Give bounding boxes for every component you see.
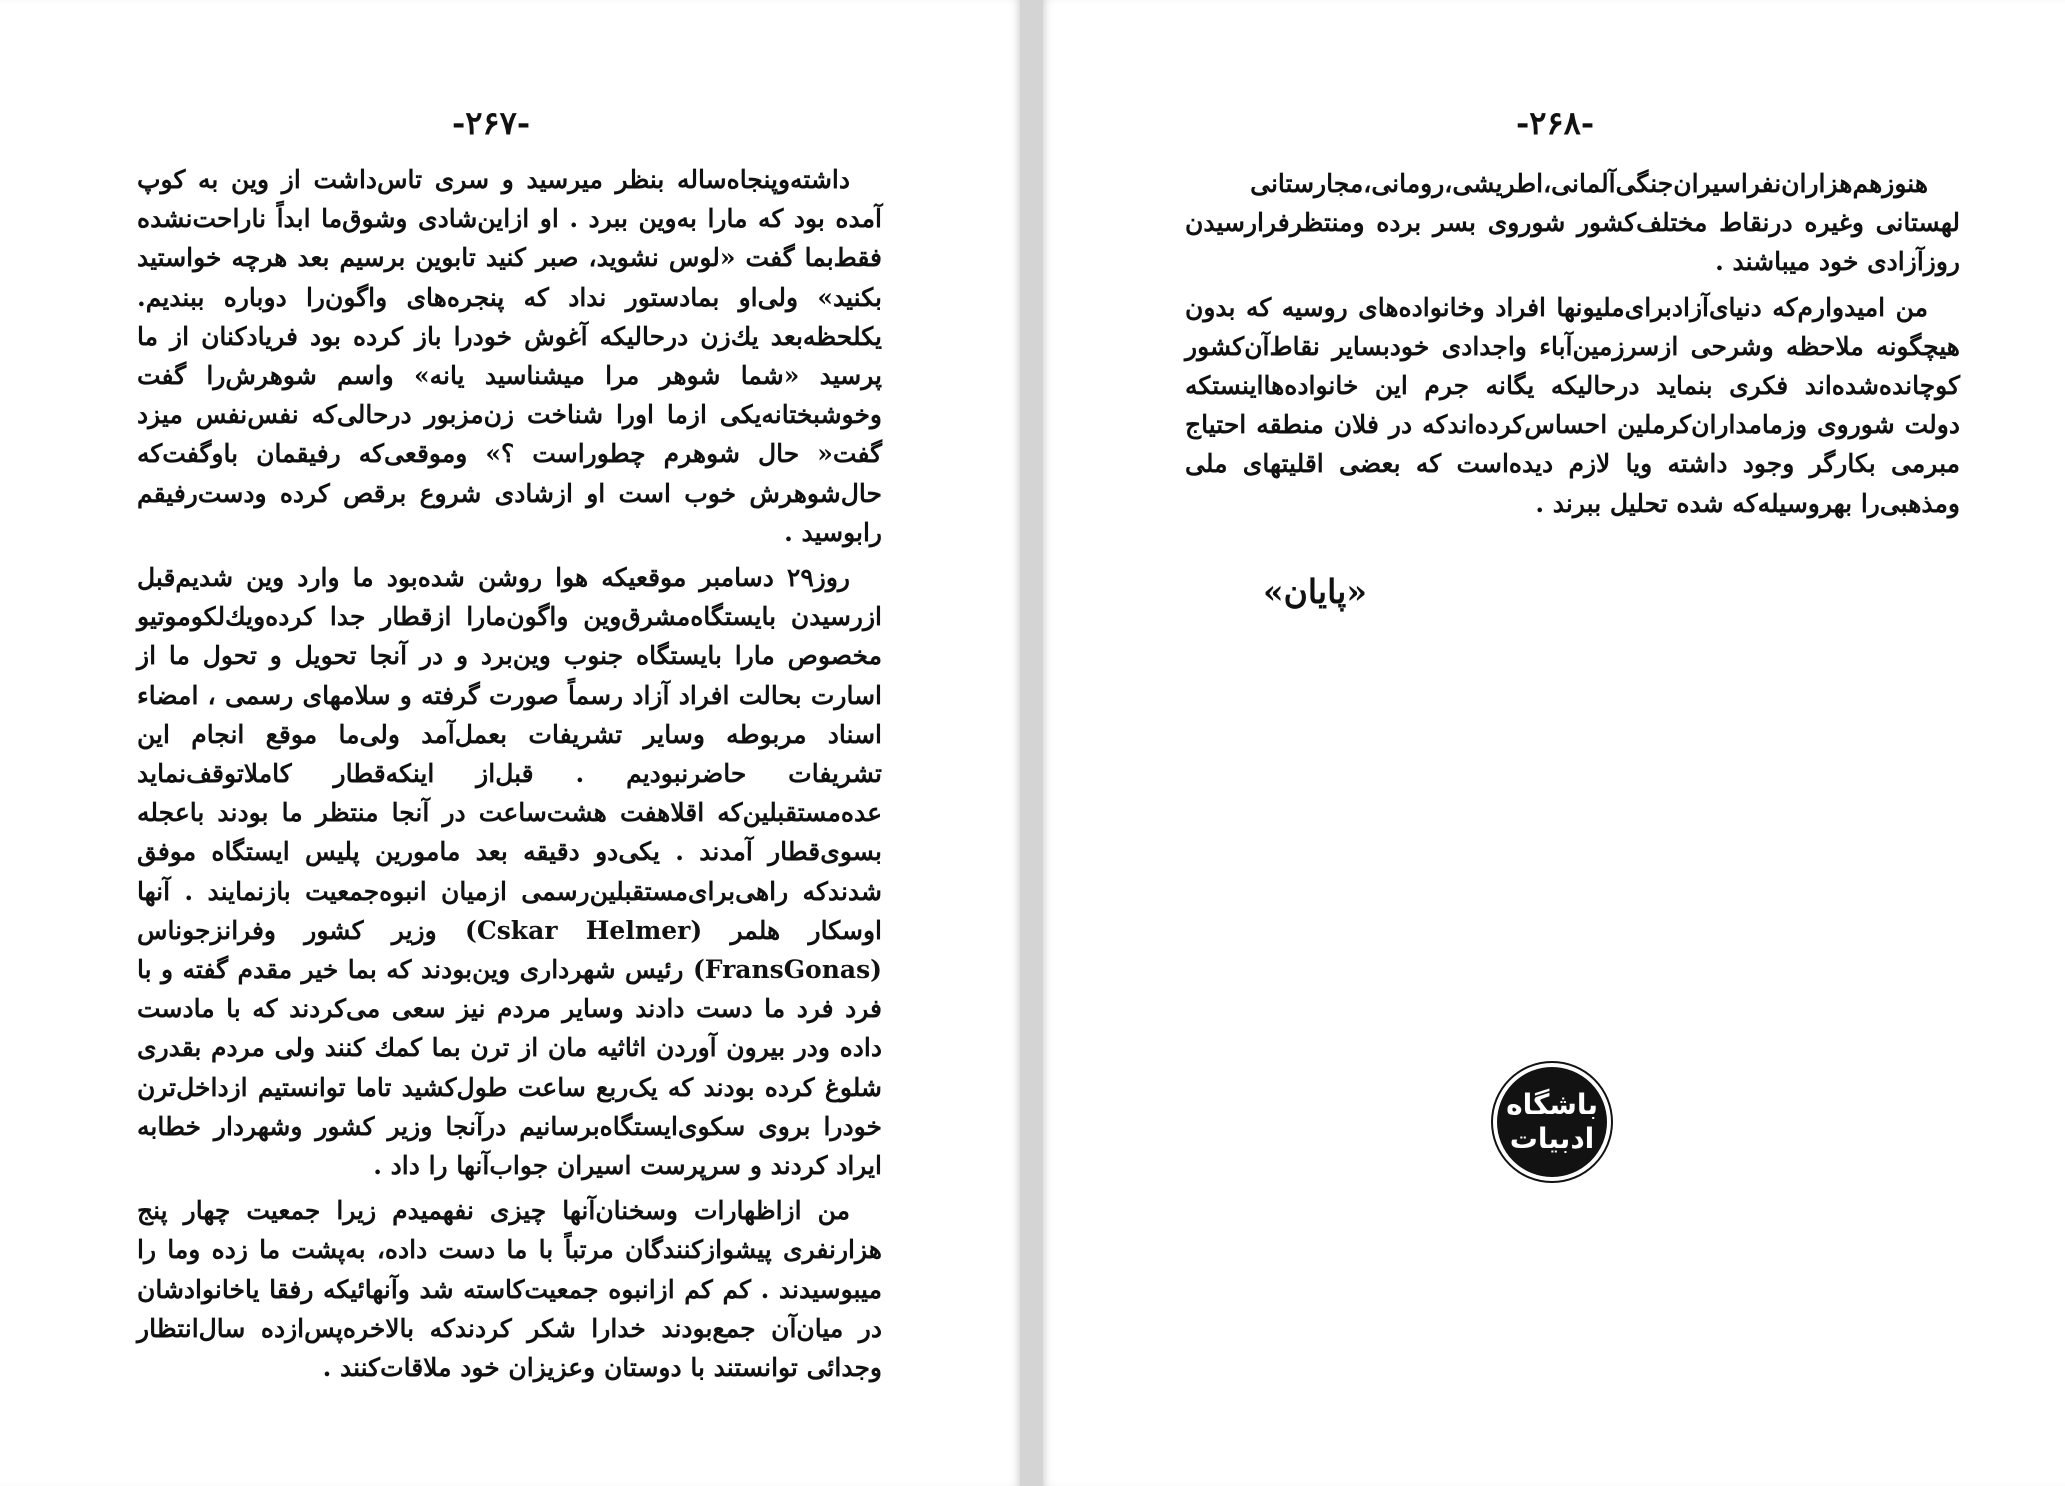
paragraph: من ازاظهارات وسخنان‌آنها چیزی نفهمیدم زیرا جمعیت چهار پنج هزارنفری پیشوازکنندگان مرتباً با ما دست داده، به‌پشت ما زده وما را میبوسیدند . کم کم ازانبوه جمعیت‌کاسته شد وآنهائیکه رفقا یاخانوادشان در میان‌آن جمع‌بودند خدارا شکر کردند‌که بالاخره‌پس‌ازده سال‌انتظار وجدائی توانستند با دوستان وعزیزان خود ملاقات‌کنند .: [137, 1196, 882, 1383]
page-number: -۲۶۷-: [452, 104, 531, 142]
logo-text-line: باشگاه: [1506, 1088, 1598, 1121]
the-end-label: «پایان»: [1263, 572, 1367, 611]
latin-name: (Cskar Helmer): [465, 915, 703, 945]
logo-text-line: ادبیات: [1509, 1122, 1595, 1155]
paragraph-segment: وزیر کشور وفرانزجوناس: [137, 915, 437, 945]
page-number: -۲۶۸-: [1516, 104, 1595, 142]
paragraph-segment: رئیس شهرداری وین‌بودند که بما خیر مقدم گفته و با فرد فرد ما دست دادند وسایر مردم نیز سعی می‌کردند که با مادست داده ودر بیرون آوردن اثاثیه مان از ترن بما کمك کنند ولی مردم بقدری شلوغ کرده بودند که یک‌ربع ساعت طول‌کشید تاما توانستیم ازداخل‌ترن خودرا بروی سکوی‌ایستگاه‌برسانیم در‌آنجا وزیر کشور وشهردار خطابه ایراد کردند و سرپرست اسیران جواب‌آنها را داد .: [137, 955, 882, 1181]
paragraph-segment: روز۲۹ دسامبر موقعیکه هوا روشن شده‌بود ما وارد وین شدیم‌قبل ازرسیدن بایستگاه‌مشرق‌وین واگون‌مارا ازقطار جدا کرده‌ویك‌لکوموتیو مخصوص مارا بایستگاه جنوب وین‌برد و در آنجا تحویل و تحول ما از اسارت بحالت افراد آزاد رسماً صورت گرفته و سلامهای رسمی ، امضاء اسناد مربوطه وسایر تشریفات بعمل‌آمد ولی‌ما موقع انجام این تشریفات حاضرنبودیم . قبل‌از اینکه‌قطار کاملاتوقف‌نماید عده‌مستقبلین‌که اقلاهفت هشت‌ساعت در آنجا منتظر ما بودند باعجله بسوی‌قطار آمدند . یکی‌دو دقیقه بعد مامورین پلیس ایستگاه موفق شدند‌که راهی‌برای‌مستقبلین‌رسمی ازمیان انبوه‌جمعیت بازنمایند . آنها اوسکار هلمر: [137, 563, 882, 945]
club-logo: [1493, 1063, 1611, 1181]
latin-name: (FransGonas): [692, 955, 882, 985]
body-text: [1185, 164, 1960, 529]
paragraph: داشته‌وپنجاه‌ساله بنظر میرسید و سری تاس‌داشت از وین به کوپ آمده بود که مارا به‌وین ببرد . او ازاین‌شادی وشوق‌ما ابداً ناراحت‌نشده فقط‌بما گفت «لوس نشوید، صبر کنید تابوین برسیم بعد هرچه خواستید بکنید» ولی‌او بما‌دستور نداد که پنجره‌های واگون‌را دوباره ببندیم. یکلحظه‌بعد یك‌زن درحالیکه آغوش خودرا باز کرده بود فریادکنان از ما پرسید «شما شوهر مرا میشناسید یانه» واسم شوهرش‌را گفت وخوشبختانه‌یکی ازما اورا شناخت زن‌مزبور درحالی‌که نفس‌نفس میزد گفت« حال شوهرم چطوراست ؟» وموقعی‌که رفیقمان باوگفت‌که حال‌شوهرش خوب است او ازشادی شروع برقص کرده ودست‌رفیقم را‌بوسید .: [137, 165, 882, 547]
left-page: [0, 0, 1020, 1486]
paragraph: من امیدوارم‌که دنیای‌آزاد‌برای‌ملیونها افراد وخانواده‌های روسیه که بدون هیچگونه ملاحظه وشرحی ازسرزمین‌آباء واجدادی خودبسایر نقاط‌آن‌کشور کوچانده‌شده‌اند فکری بنماید درحالیکه یگانه جرم این خانواده‌هااینستکه دولت شوروی وزمامداران‌کرملین احساس‌کرده‌اندکه در فلان منطقه احتیاج مبرمی بکارگر وجود داشته ویا لازم دیده‌است که بعضی اقلیتهای ملی ومذهبی‌را بهروسیله‌که شده تحلیل ببرند .: [1185, 292, 1960, 518]
right-page: [1043, 0, 2065, 1486]
book-gutter: [1020, 0, 1043, 1486]
body-text: [137, 160, 882, 1393]
paragraph: هنوزهم‌هزاران‌نفراسیران‌جنگی‌آلمانی،اطریشی،رومانی،مجارستانی لهستانی وغیره درنقاط مختلف‌کشور شوروی بسر برده ومنتظرفرارسیدن روزآزادی خود میباشند .: [1185, 169, 1960, 277]
paragraph: [137, 558, 882, 1185]
